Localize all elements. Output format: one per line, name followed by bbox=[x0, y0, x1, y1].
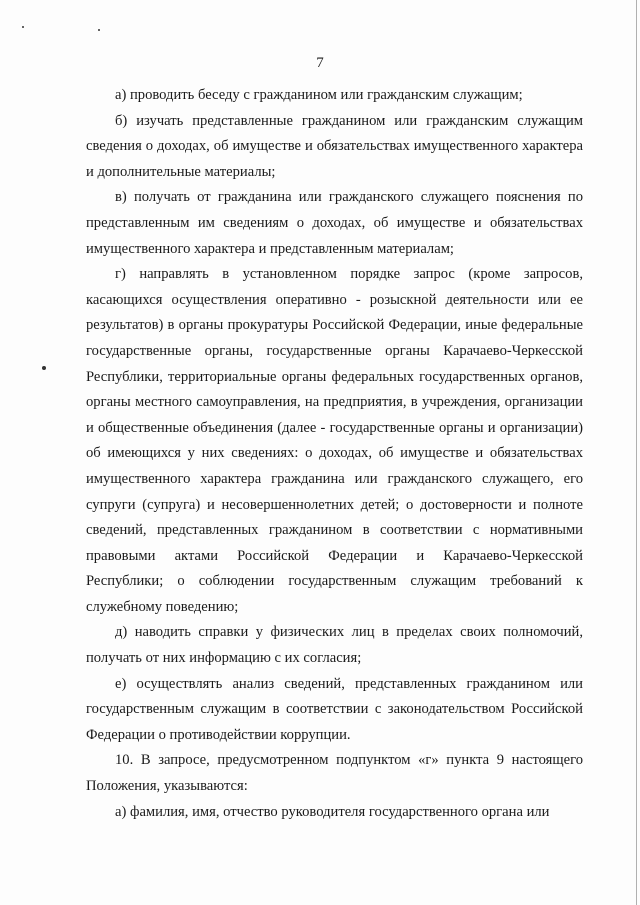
paragraph-g: г) направлять в установленном порядке запрос (кроме запросов, касающихся осуществления оперативно - розыскной деятельности или ее результатов) в органы прокуратуры Российской Федерации, иные федеральные государственные органы, государственные органы Карачаево-Черкесской Республики, территориальные органы федеральных государственных органов, органы местного самоуправления, на предприятия, в учреждения, организации и общественные объединения (далее - государственные органы и организации) об имеющихся у них сведениях: о доходах, об имуществе и обязательствах имущественного характера гражданина или гражданского служащего, его супруги (супруга) и несовершеннолетних детей; о достоверности и полноте сведений, представленных гражданином в соответствии с нормативными правовыми актами Российской Федерации и Карачаево-Черкесской Республики; о соблюдении государственным служащим требований к служебному поведению; bbox=[86, 266, 583, 615]
paragraph-b: б) изучать представленные гражданином или гражданским служащим сведения о доходах, об имуществе и обязательствах имущественного характера и дополнительные материалы; bbox=[86, 112, 583, 180]
scan-speck bbox=[98, 29, 100, 31]
page-edge bbox=[636, 0, 637, 905]
page-number: 7 bbox=[316, 55, 324, 71]
paragraph-e: е) осуществлять анализ сведений, представленных гражданином или государственным служащим в соответствии с законодательством Российской Федерации о противодействии коррупции. bbox=[86, 675, 583, 743]
body-text bbox=[86, 83, 583, 825]
scan-speck bbox=[22, 26, 24, 28]
paragraph-a: а) проводить беседу с гражданином или гражданским служащим; bbox=[115, 87, 523, 103]
scan-speck bbox=[42, 366, 46, 370]
paragraph-d: д) наводить справки у физических лиц в пределах своих полномочий, получать от них информацию с их согласия; bbox=[86, 624, 583, 667]
paragraph-v: в) получать от гражданина или гражданского служащего пояснения по представленным им сведениям о доходах, об имуществе и обязательствах имущественного характера и представленным материалам; bbox=[86, 189, 583, 257]
paragraph-10a: а) фамилия, имя, отчество руководителя государственного органа или bbox=[115, 803, 550, 820]
paragraph-10: 10. В запросе, предусмотренном подпунктом «г» пункта 9 настоящего Положения, указываются: bbox=[86, 752, 583, 795]
